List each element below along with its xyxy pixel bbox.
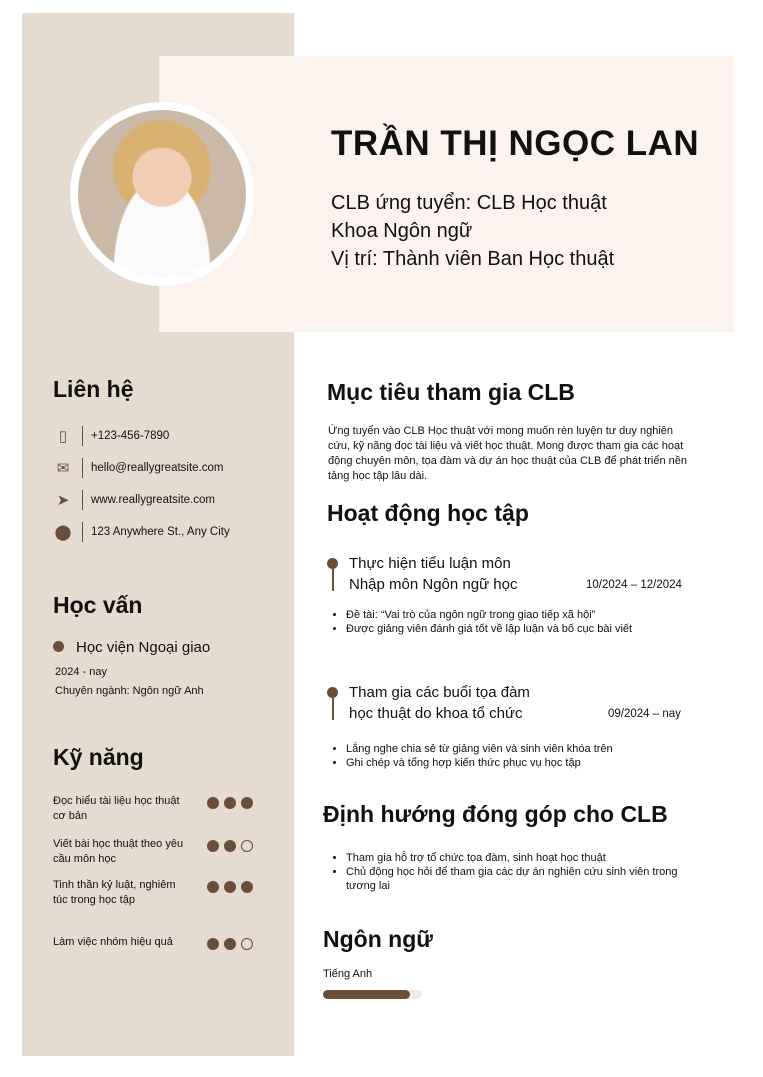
skill-item — [53, 935, 283, 954]
activity-item-1 — [327, 558, 338, 591]
skill-rating — [202, 794, 253, 824]
rating-dot-icon — [241, 938, 253, 950]
rating-dot-icon — [241, 881, 253, 893]
contact-website: ➤ www.reallygreatsite.com — [52, 490, 215, 510]
rating-dot-icon — [224, 881, 236, 893]
education-bullet-icon — [53, 641, 64, 652]
header-position: Vị trí: Thành viên Ban Học thuật — [331, 248, 615, 270]
contact-address: ⬤ 123 Anywhere St., Any City — [52, 522, 230, 542]
rating-dot-icon — [241, 840, 253, 852]
education-major: Chuyên ngành: Ngôn ngữ Anh — [55, 685, 204, 697]
rating-dot-icon — [207, 797, 219, 809]
skill-name: Viết bài học thuật theo yêu cầu môn học — [53, 838, 184, 865]
skill-item — [53, 878, 283, 908]
activity-2-bullets: • Lắng nghe chia sẻ từ giảng viên và sinh viên khóa trên • Ghi chép và tổng hợp kiến thức phục vụ học tập — [328, 742, 613, 770]
skill-rating — [202, 837, 253, 867]
location-icon: ⬤ — [54, 524, 72, 541]
activities-heading: Hoạt động học tập — [327, 500, 529, 526]
rating-dot-icon — [241, 797, 253, 809]
skill-rating — [202, 878, 253, 908]
skills-heading: Kỹ năng — [53, 744, 144, 770]
activity-1-title: Thực hiện tiểu luận môn Nhập môn Ngôn ngữ học — [349, 555, 518, 593]
language-level-bar — [323, 990, 422, 999]
activity-item-2 — [327, 687, 338, 720]
header-faculty: Khoa Ngôn ngữ — [331, 220, 473, 242]
education-period: 2024 - nay — [55, 666, 107, 678]
cursor-icon: ➤ — [56, 492, 70, 509]
education-heading: Học vấn — [53, 592, 143, 618]
contribution-heading: Định hướng đóng góp cho CLB — [323, 801, 668, 827]
rating-dot-icon — [207, 881, 219, 893]
skill-item — [53, 794, 283, 824]
skill-name: Đọc hiểu tài liệu học thuật cơ bản — [53, 795, 180, 822]
skill-name: Làm việc nhóm hiệu quả — [53, 936, 173, 948]
candidate-name: TRẦN THỊ NGỌC LAN — [331, 124, 700, 163]
contact-heading: Liên hệ — [53, 376, 134, 402]
activity-1-bullets: • Đề tài: “Vai trò của ngôn ngữ trong giao tiếp xã hội” • Được giảng viên đánh giá tốt về lập luận và bố cục bài viết — [328, 608, 632, 636]
skill-rating — [202, 935, 253, 954]
languages-heading: Ngôn ngữ — [323, 926, 433, 952]
contact-phone: ▯ +123-456-7890 — [52, 426, 169, 446]
rating-dot-icon — [207, 938, 219, 950]
mail-icon: ✉ — [56, 460, 70, 477]
header-club: CLB ứng tuyển: CLB Học thuật — [331, 192, 607, 214]
phone-icon: ▯ — [58, 428, 68, 445]
objective-text: Ứng tuyển vào CLB Học thuật với mong muốn rèn luyện tư duy nghiên cứu, kỹ năng đọc tài liệu và viết học thuật. Mong được tham gia các hoạt động chuyên môn, tọa đàm và dự án học thuật của CLB để phát triển nền tảng học tập lâu dài. — [328, 425, 687, 482]
activity-2-date: 09/2024 – nay — [608, 708, 681, 720]
objective-heading: Mục tiêu tham gia CLB — [327, 379, 575, 405]
rating-dot-icon — [224, 938, 236, 950]
rating-dot-icon — [224, 797, 236, 809]
skill-name: Tinh thần kỷ luật, nghiêm túc trong học tập — [53, 879, 176, 906]
profile-photo — [70, 102, 254, 286]
language-name: Tiếng Anh — [323, 968, 373, 980]
contact-email: ✉ hello@reallygreatsite.com — [52, 458, 223, 478]
education-school: Học viện Ngoại giao — [76, 639, 211, 656]
rating-dot-icon — [207, 840, 219, 852]
activity-1-date: 10/2024 – 12/2024 — [586, 579, 682, 591]
rating-dot-icon — [224, 840, 236, 852]
skill-item — [53, 837, 283, 867]
activity-2-title: Tham gia các buổi tọa đàm học thuật do khoa tổ chức — [349, 684, 530, 722]
contribution-bullets: • Tham gia hỗ trợ tổ chức tọa đàm, sinh hoạt học thuật • Chủ động học hỏi để tham gia các dự án nghiên cứu sinh viên trong tương lai — [328, 851, 688, 893]
